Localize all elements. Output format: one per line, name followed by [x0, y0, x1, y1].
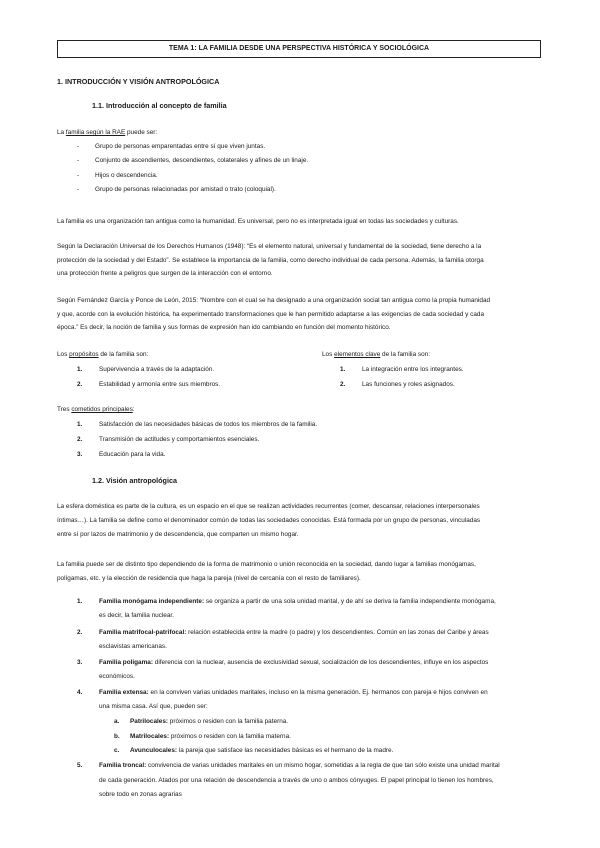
- paragraph-dudh: Según la Declaración Universal de los Derechos Humanos (1948): “Es el elemento natural, universal y fundamental de la sociedad, tiene derecho a la protección de la sociedad y del Estado”. Se establece la importancia de la familia, como derecho individual de cada persona. Además, la familia otorga una protección frente a peligros que surgen de la interacción con el entorno.: [57, 243, 484, 277]
- subsection-heading-1-1: 1.1. Introducción al concepto de familia: [92, 101, 227, 110]
- paragraph-fernandez: Según Fernández García y Ponce de León, 2015: “Nombre con el cual se ha designado a una organización social tan antigua como la propia humanidad y que, acorde con la evolución histórica, ha experimentado transformaciones que le han permitido adaptarse a las exigencias de cada sociedad y cada época.” Es decir, la noción de familia y sus formas de expresión han ido cambiando en función del momento histórico.: [57, 297, 491, 331]
- propositos-intro: Los propósitos de la familia son:: [57, 351, 149, 358]
- extensa-sublist: [114, 715, 393, 759]
- list-item: 1. Satisfacción de las necesidades básicas de todos los miembros de la familia.: [77, 421, 318, 428]
- dash-bullet: -: [77, 172, 80, 179]
- rae-intro-link: familia según la RAE: [65, 129, 126, 136]
- sub-list-item: b. Matrilocales: próximos o residen con la familia materna.: [114, 732, 291, 740]
- sub-list-item: a. Patrilocales: próximos o residen con la familia paterna.: [114, 718, 289, 725]
- dash-bullet: -: [77, 143, 80, 150]
- section-heading-1: 1. INTRODUCCIÓN Y VISIÓN ANTROPOLÓGICA: [57, 77, 220, 86]
- rae-intro-pre: La: [57, 129, 66, 136]
- list-item: - Grupo de personas relacionadas por amistad o trato (coloquial).: [77, 186, 276, 193]
- list-item: 5. Familia troncal: convivencia de varias unidades maritales en un mismo hogar, sometidas a la regla de que tan sólo existe una unidad marital de cada generación. Atados por una relación de descendencia a través de uno o ambos cónyuges. El papel principal lo tienen los hombres, sobre todo en zonas agrarias: [77, 762, 500, 798]
- elementos-link: elementos clave: [334, 351, 381, 358]
- list-item: 1. La integración entre los integrantes.: [340, 366, 464, 373]
- subsection-heading-1-2: 1.2. Visión antropológica: [92, 476, 177, 485]
- list-item: 1. Supervivencia a través de la adaptación.: [77, 366, 215, 373]
- cometidos-intro: Tres cometidos principales:: [57, 406, 135, 413]
- list-item: 2. Familia matrifocal-patrifocal: relación establecida entre la madre (o padre) y los descendientes. Común en las zonas del Caribe y áreas esclavistas americanas.: [77, 629, 489, 650]
- list-item: 3. Familia polígama: diferencia con la nuclear, ausencia de exclusividad sexual, socialización de los descendientes, influye en los aspectos económicos.: [77, 659, 489, 680]
- list-item: 4. Familia extensa: en la conviven varias unidades maritales, incluso en la misma generación. Ej. hermanos con pareja e hijos conviven en una misma casa. Así que, pueden ser:: [77, 689, 488, 710]
- sub-list-item: c. Avunculocales: la pareja que satisface las necesidades básicas es el hermano de la madre.: [114, 747, 394, 754]
- document-title: TEMA 1: LA FAMILIA DESDE UNA PERSPECTIVA HISTÓRICA Y SOCIOLÓGICA: [57, 40, 541, 58]
- paragraph-esfera: La esfera doméstica es parte de la cultura, es un espacio en el que se realizan actividades recurrentes (comer, descansar, relaciones interpersonales íntimas…). La familia se define como el denominador común de todas las sociedades conocidas. Está formada por un grupo de personas, vinculadas entre sí por lazos de matrimonio y de descendencia, que comparten un mismo hogar.: [57, 503, 481, 538]
- paragraph-universal: La familia es una organización tan antigua como la humanidad. Es universal, pero no es interpretada igual en todas las sociedades y culturas.: [57, 218, 459, 225]
- list-item: 1. Familia monógama independiente: se organiza a partir de una sola unidad marital, y de ahí se deriva la familia independiente monógama, es decir, la familia nuclear.: [77, 598, 496, 619]
- paragraph-tipos: La familia puede ser de distinto tipo dependiendo de la forma de matrimonio o unión reconocida en la sociedad, dando lugar a familias monógamas, polígamas, etc. y la elección de residencia que haga la pareja (nivel de cercanía con el resto de familiares).: [57, 561, 476, 582]
- list-item: - Grupo de personas emparentadas entre sí que viven juntas.: [77, 143, 266, 150]
- list-item: 3. Educación para la vida.: [77, 451, 166, 458]
- list-item: 2. Transmisión de actitudes y comportamientos esenciales.: [77, 436, 260, 443]
- list-item: - Conjunto de ascendientes, descendientes, colaterales y afines de un linaje.: [77, 157, 309, 164]
- list-item: 2. Estabilidad y armonía entre sus miembros.: [77, 381, 221, 388]
- dash-bullet: -: [77, 157, 80, 164]
- rae-intro-post: puede ser:: [125, 129, 158, 136]
- list-item: 2. Las funciones y roles asignados.: [340, 381, 455, 388]
- elementos-intro: Los elementos clave de la familia son:: [322, 351, 431, 358]
- dash-bullet: -: [77, 186, 80, 193]
- propositos-link: propósitos: [69, 351, 99, 358]
- rae-intro: [57, 129, 157, 137]
- list-item: - Hijos o descendencia.: [77, 172, 158, 179]
- cometidos-link: cometidos principales: [71, 406, 133, 413]
